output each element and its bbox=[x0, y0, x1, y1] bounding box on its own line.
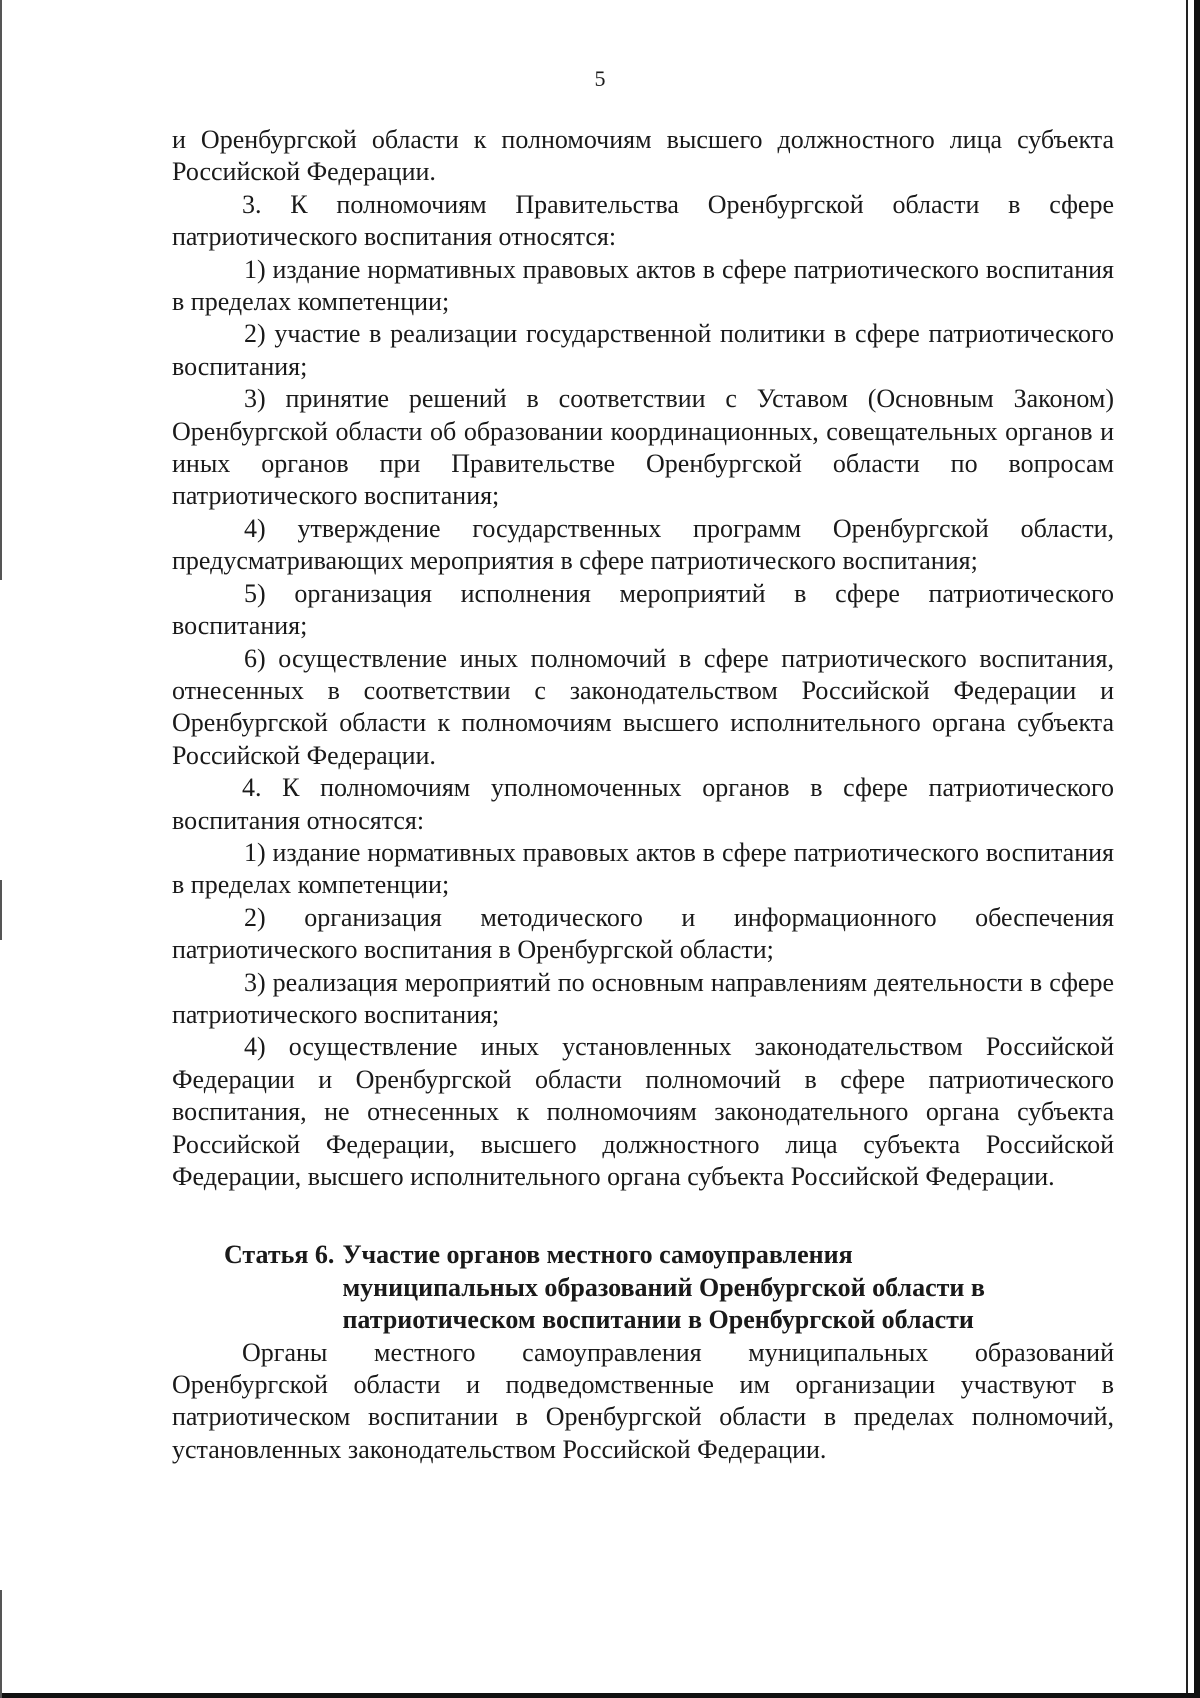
paragraph-item-4: 4. К полномочиям уполномоченных органов в сфере патриотического воспитания относятся: bbox=[172, 773, 1114, 835]
paragraph-item-3: 3. К полномочиям Правительства Оренбургской области в сфере патриотического воспитания относятся: bbox=[172, 189, 1114, 252]
scan-border-right-inner bbox=[1186, 0, 1188, 1698]
scan-border-bottom bbox=[0, 1693, 1200, 1698]
article-title bbox=[342, 1239, 1114, 1336]
document-body bbox=[172, 124, 1114, 1466]
paragraph-subitem: 1) издание нормативных правовых актов в сфере патриотического воспитания в пределах компетенции; bbox=[172, 837, 1114, 900]
paragraph-subitem: 3) принятие решений в соответствии с Уставом (Основным Законом) Оренбургской области об образовании координационных, совещательных органов и иных органов при Правительстве Оренбургской области по вопросам патриотического воспитания; bbox=[172, 384, 1114, 511]
paragraph-subitem: 4) утверждение государственных программ Оренбургской области, предусматривающих мероприятия в сфере патриотического воспитания; bbox=[172, 513, 1114, 576]
paragraph-subitem: 4) осуществление иных установленных законодательством Российской Федерации и Оренбургской области полномочий в сфере патриотического воспитания, не отнесенных к полномочиям законодательного органа субъекта Российской Федерации, высшего должностного лица субъекта Российской Федерации, высшего исполнительного органа субъекта Российской Федерации. bbox=[172, 1032, 1114, 1191]
paragraph-subitem: 2) организация методического и информационного обеспечения патриотического воспитания в Оренбургской области; bbox=[172, 902, 1114, 965]
scan-border-right bbox=[1194, 0, 1200, 1698]
article-title-line: патриотическом воспитании в Оренбургской области bbox=[342, 1305, 974, 1335]
article-body: Органы местного самоуправления муниципальных образований Оренбургской области и подведомственные им организации участвуют в патриотическом воспитании в Оренбургской области в пределах полномочий, установленных законодательством Российской Федерации. bbox=[172, 1337, 1114, 1464]
paragraph-subitem: 5) организация исполнения мероприятий в сфере патриотического воспитания; bbox=[172, 578, 1114, 641]
article-title-line: муниципальных образований Оренбургской области в bbox=[342, 1272, 985, 1302]
paragraph-subitem: 6) осуществление иных полномочий в сфере патриотического воспитания, отнесенных в соответствии с законодательством Российской Федерации и Оренбургской области к полномочиям высшего исполнительного органа субъекта Российской Федерации. bbox=[172, 643, 1114, 770]
scan-border-left-mark bbox=[0, 880, 2, 940]
article-heading bbox=[224, 1239, 1114, 1336]
article-label: Статья 6. bbox=[224, 1240, 335, 1270]
paragraph-subitem: 2) участие в реализации государственной политики в сфере патриотического воспитания; bbox=[172, 319, 1114, 381]
paragraph-continuation: и Оренбургской области к полномочиям высшего должностного лица субъекта Российской Федерации. bbox=[172, 125, 1114, 187]
page-number: 5 bbox=[594, 66, 606, 91]
paragraph-subitem: 3) реализация мероприятий по основным направлениям деятельности в сфере патриотического воспитания; bbox=[172, 967, 1114, 1029]
paragraph-subitem: 1) издание нормативных правовых актов в сфере патриотического воспитания в пределах компетенции; bbox=[172, 254, 1114, 317]
article-title-line: Участие органов местного самоуправления bbox=[342, 1240, 853, 1270]
scan-border-left-mark bbox=[0, 1590, 2, 1698]
